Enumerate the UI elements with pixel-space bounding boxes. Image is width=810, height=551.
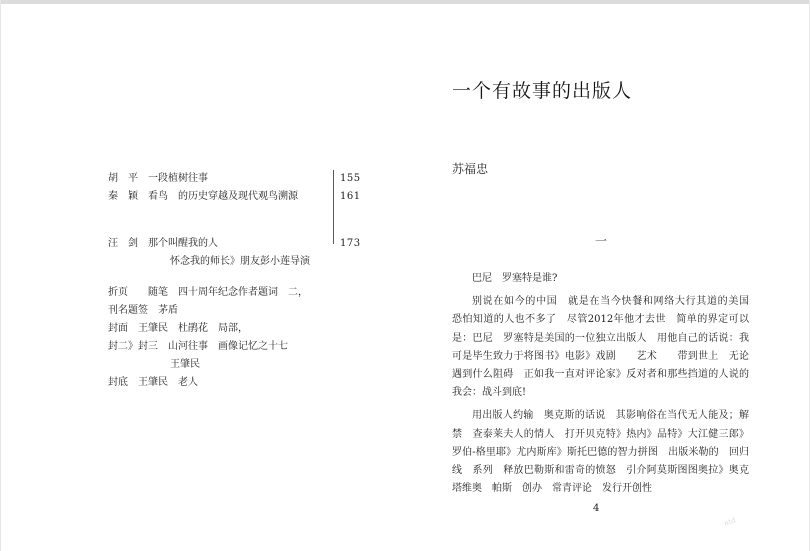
credits-line: 封二》封三 山河往事 画像记忆之十七 xyxy=(108,341,288,352)
toc-entry xyxy=(108,235,361,271)
faint-stamp: ntd xyxy=(722,516,737,528)
article-author: 苏福忠 xyxy=(452,162,489,176)
toc-entry-title: 秦 颖 看鸟 的历史穿越及现代观鸟溯源 xyxy=(108,191,298,202)
article-title: 一个有故事的出版人 xyxy=(452,80,633,102)
book-spread xyxy=(0,4,810,551)
left-page xyxy=(0,4,405,551)
credits-line: 封底 王肇民 老人 xyxy=(108,377,198,388)
section-number: 一 xyxy=(595,234,608,248)
credits-line: 王肇民 xyxy=(170,359,200,370)
credits-block xyxy=(108,284,338,392)
toc-entry-page: 173 xyxy=(340,238,361,249)
right-page xyxy=(405,4,810,551)
paragraph: 巴尼 罗塞特是谁? xyxy=(472,273,558,284)
toc-entry xyxy=(108,170,361,188)
article-body xyxy=(452,270,759,498)
toc-entry-title: 汪 剑 那个叫醒我的人 xyxy=(108,238,218,249)
table-of-contents xyxy=(108,170,361,271)
toc-entry-page: 155 xyxy=(340,173,361,184)
toc-entry-subtitle: 怀念我的师长》朋友彭小莲导演 xyxy=(170,256,310,267)
credits-line: 封面 王肇民 杜鹃花 局部， xyxy=(108,323,248,334)
toc-entry-title: 胡 平 一段植树往事 xyxy=(108,173,208,184)
credits-line: 刊名题签 茅盾 xyxy=(108,305,178,316)
page-number: 4 xyxy=(593,503,600,514)
toc-entry-page: 161 xyxy=(340,191,361,202)
credits-line: 折页 随笔 四十周年纪念作者题词 二， xyxy=(108,287,308,298)
paragraph: 别说在如今的中国 就是在当今快餐和网络大行其道的美国 恐怕知道的人也不多了 尽管2012年他才去世 简单的界定可以是：巴尼 罗塞特是美国的一位独立出版人 用他自己的话说：我可是毕生致力于将图书》电影》戏剧 艺术 带到世上 无论遇到什么阻碍 正如我一直对评论家》反对者和那些挡道的人说的 我会：战斗到底! xyxy=(452,296,759,399)
toc-entry xyxy=(108,188,361,206)
paragraph: 用出版人约输 奥克斯的话说 其影响俗在当代无人能及；解禁 查泰莱夫人的情人 打开贝克特》热内》品特》大江健三郎》罗伯-格里耶》尤内斯库》斯托巴德的智力拼图 出版米勒的 回归线 系列 释放巴勒斯和雷奇的愤怒 引介阿莫斯图图奥拉》奥克塔维奥 帕斯 创办 常青评论 发行开创性 xyxy=(452,410,749,495)
